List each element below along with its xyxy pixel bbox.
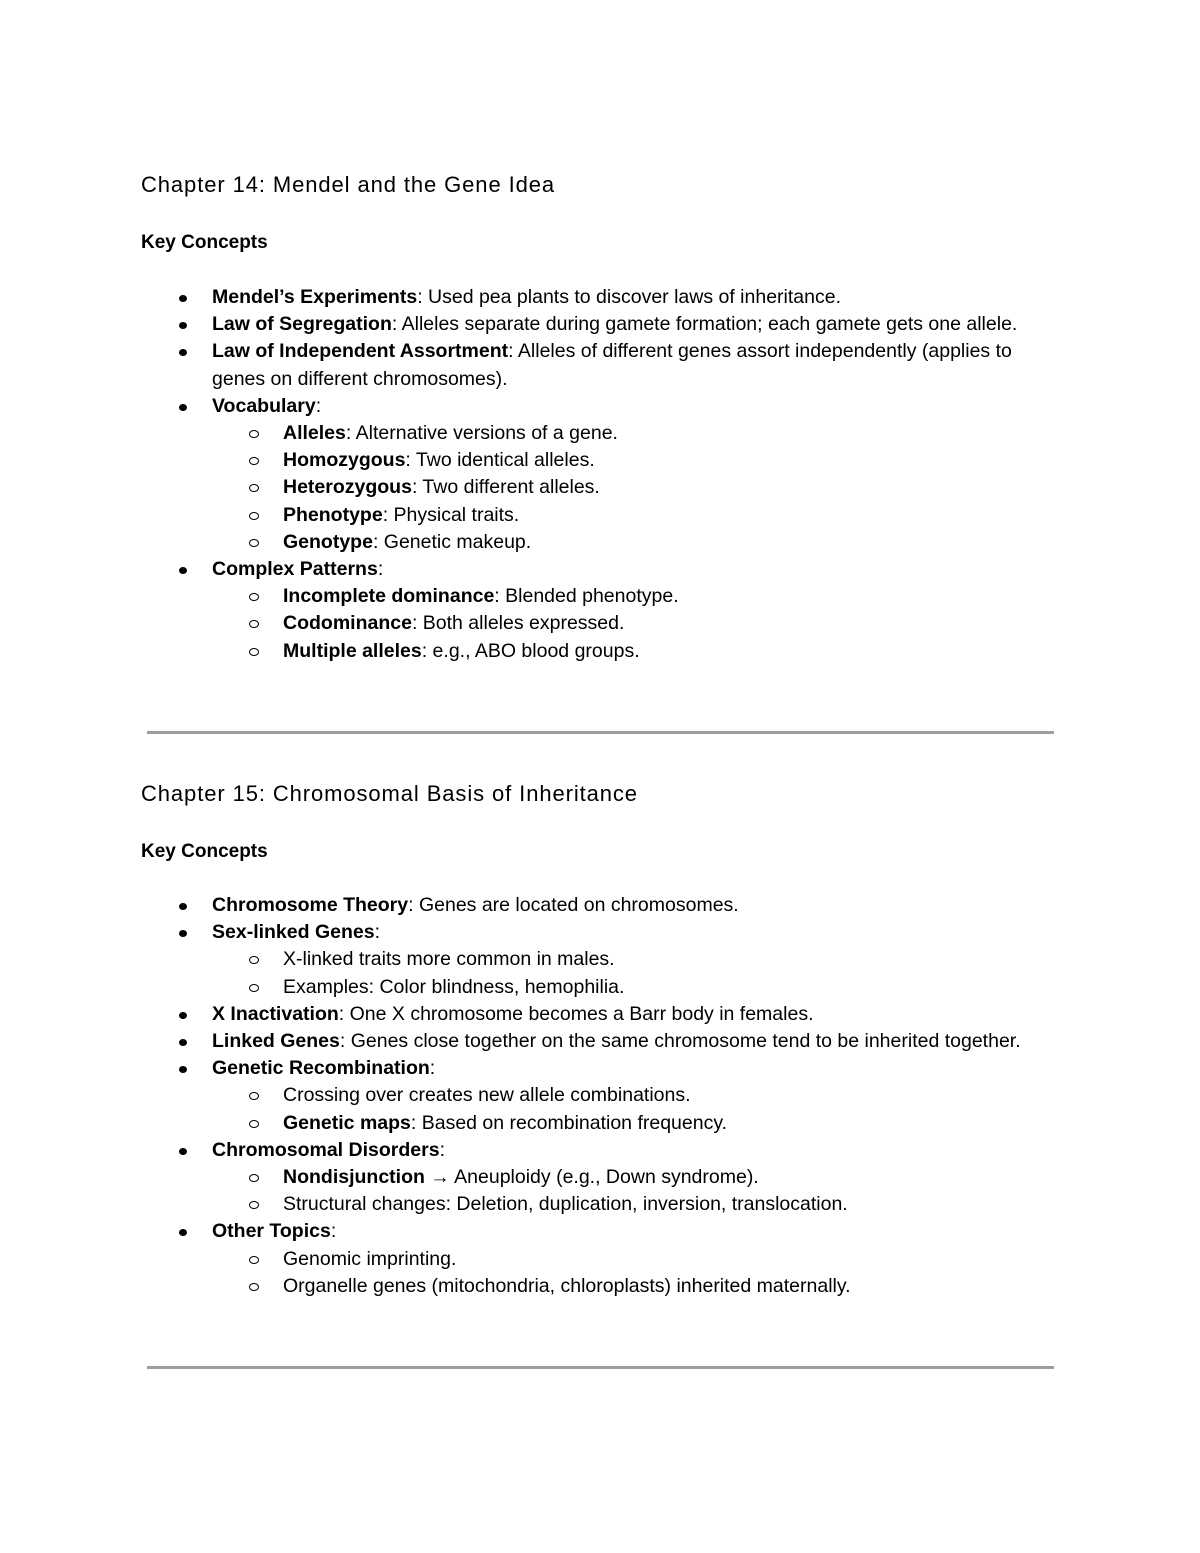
sub-description: : Genetic makeup. bbox=[372, 530, 532, 553]
bullet-icon bbox=[179, 1066, 187, 1073]
sub-list-item bbox=[0, 1246, 1070, 1273]
sub-list-item bbox=[0, 974, 1070, 1001]
concept-description: : bbox=[315, 394, 322, 417]
hollow-bullet-icon bbox=[249, 593, 259, 601]
section-divider bbox=[147, 731, 1054, 734]
concept-term: Chromosome Theory bbox=[212, 894, 409, 916]
sub-list bbox=[212, 946, 1070, 1000]
sub-term: Incomplete dominance bbox=[283, 585, 495, 608]
list-item bbox=[0, 1137, 1080, 1219]
list-item bbox=[0, 1028, 1080, 1055]
sub-description: Organelle genes (mitochondria, chloroplasts) inherited maternally. bbox=[283, 1274, 851, 1297]
sub-description: Genomic imprinting. bbox=[283, 1247, 457, 1270]
concept-term: Mendel’s Experiments bbox=[212, 286, 418, 308]
sub-list-item bbox=[0, 1273, 1070, 1300]
sub-list-item bbox=[0, 946, 1070, 973]
hollow-bullet-icon bbox=[249, 1283, 259, 1291]
sub-list-item bbox=[0, 502, 1070, 529]
sub-term: Genotype bbox=[283, 530, 373, 553]
sub-list bbox=[212, 420, 1070, 556]
sub-list-item bbox=[0, 1110, 1070, 1137]
sub-description: → Aneuploidy (e.g., Down syndrome). bbox=[424, 1166, 759, 1189]
hollow-bullet-icon bbox=[249, 648, 259, 656]
sub-list-item bbox=[0, 1164, 1070, 1191]
sub-description: Structural changes: Deletion, duplication, inversion, translocation. bbox=[283, 1193, 848, 1216]
concept-description: : bbox=[439, 1138, 445, 1161]
bullet-icon bbox=[179, 1148, 187, 1155]
chapter-15-title: Chapter 15: Chromosomal Basis of Inheritance bbox=[141, 781, 638, 806]
sub-list bbox=[212, 583, 1070, 665]
sub-term: Genetic maps bbox=[283, 1111, 411, 1134]
hollow-bullet-icon bbox=[249, 457, 259, 465]
concept-description: : bbox=[429, 1057, 436, 1080]
concept-term: Genetic Recombination bbox=[212, 1057, 430, 1080]
sub-list bbox=[212, 1082, 1070, 1136]
chapter-14-title: Chapter 14: Mendel and the Gene Idea bbox=[141, 172, 556, 197]
sub-description: : Two identical alleles. bbox=[405, 449, 595, 472]
hollow-bullet-icon bbox=[249, 430, 259, 438]
sub-list-item bbox=[0, 610, 1070, 637]
bullet-icon bbox=[179, 567, 187, 574]
sub-description: : Based on recombination frequency. bbox=[410, 1111, 728, 1134]
concept-term: Complex Patterns bbox=[212, 558, 378, 581]
concept-description: : Alleles separate during gamete formation; each gamete gets one allele. bbox=[391, 313, 1018, 336]
sub-term: Nondisjunction bbox=[283, 1166, 425, 1189]
sub-list-item bbox=[0, 420, 1070, 447]
list-item bbox=[0, 1055, 1080, 1137]
concept-term: Law of Independent Assortment bbox=[212, 340, 509, 363]
list-item bbox=[0, 311, 1080, 338]
sub-term: Homozygous bbox=[283, 449, 406, 472]
bullet-icon bbox=[179, 1039, 187, 1046]
sub-list-item bbox=[0, 529, 1070, 556]
chapter-15-key-concepts-heading: Key Concepts bbox=[141, 841, 268, 862]
list-item bbox=[0, 892, 1080, 919]
sub-term: Codominance bbox=[283, 612, 412, 635]
bullet-icon bbox=[179, 349, 187, 356]
concept-description: : bbox=[330, 1220, 337, 1243]
list-item bbox=[0, 919, 1080, 1001]
sub-term: Multiple alleles bbox=[283, 639, 422, 662]
bullet-icon bbox=[179, 903, 187, 910]
sub-description: : Two different alleles. bbox=[411, 476, 600, 499]
list-item bbox=[0, 1218, 1080, 1300]
sub-list-item bbox=[0, 1082, 1070, 1109]
hollow-bullet-icon bbox=[249, 1092, 259, 1100]
hollow-bullet-icon bbox=[249, 620, 259, 628]
sub-term: Heterozygous bbox=[283, 476, 412, 499]
sub-term: Alleles bbox=[283, 422, 346, 445]
concept-description: : Genes close together on the same chromosome tend to be inherited together. bbox=[339, 1030, 1021, 1053]
sub-description: X-linked traits more common in males. bbox=[283, 948, 615, 971]
sub-list-item bbox=[0, 474, 1070, 501]
bullet-icon bbox=[179, 1229, 187, 1236]
hollow-bullet-icon bbox=[249, 956, 259, 964]
hollow-bullet-icon bbox=[249, 1201, 259, 1209]
bullet-icon bbox=[179, 322, 187, 329]
concept-term: X Inactivation bbox=[212, 1002, 339, 1025]
concept-term: Linked Genes bbox=[212, 1030, 340, 1053]
concept-description: : bbox=[374, 921, 380, 944]
sub-term: Phenotype bbox=[283, 503, 383, 526]
sub-description: Examples: Color blindness, hemophilia. bbox=[283, 975, 625, 998]
concept-description: : Used pea plants to discover laws of inheritance. bbox=[417, 286, 841, 308]
list-item bbox=[0, 338, 1080, 392]
hollow-bullet-icon bbox=[249, 1120, 259, 1128]
concept-term: Law of Segregation bbox=[212, 313, 392, 336]
hollow-bullet-icon bbox=[249, 984, 259, 992]
list-item bbox=[0, 556, 1080, 665]
sub-description: Crossing over creates new allele combinations. bbox=[283, 1084, 691, 1107]
concept-term: Sex-linked Genes bbox=[212, 921, 375, 944]
sub-description: : Alternative versions of a gene. bbox=[345, 422, 618, 445]
sub-description: : Both alleles expressed. bbox=[411, 612, 625, 635]
hollow-bullet-icon bbox=[249, 1174, 259, 1182]
concept-term: Other Topics bbox=[212, 1220, 331, 1243]
concept-description: : Genes are located on chromosomes. bbox=[408, 894, 739, 916]
bullet-icon bbox=[179, 1012, 187, 1019]
bullet-icon bbox=[179, 930, 187, 937]
list-item bbox=[0, 284, 1080, 311]
hollow-bullet-icon bbox=[249, 1256, 259, 1264]
sub-list-item bbox=[0, 1191, 1070, 1218]
chapter-14-concept-list bbox=[0, 284, 1080, 665]
chapter-15-concept-list bbox=[0, 892, 1080, 1300]
sub-list-item bbox=[0, 583, 1070, 610]
sub-description: : Blended phenotype. bbox=[494, 585, 679, 608]
concept-description: : One X chromosome becomes a Barr body in females. bbox=[338, 1002, 814, 1025]
concept-term: Vocabulary bbox=[212, 394, 316, 417]
list-item bbox=[0, 1001, 1080, 1028]
bullet-icon bbox=[179, 404, 187, 411]
hollow-bullet-icon bbox=[249, 539, 259, 547]
section-divider bbox=[147, 1366, 1054, 1369]
hollow-bullet-icon bbox=[249, 484, 259, 492]
concept-description: : bbox=[377, 558, 384, 581]
sub-description: : Physical traits. bbox=[382, 503, 520, 526]
hollow-bullet-icon bbox=[249, 512, 259, 520]
sub-list-item bbox=[0, 638, 1070, 665]
concept-description: : Alleles of different genes assort independently (applies to genes on different chromosomes). bbox=[212, 340, 1012, 390]
list-item bbox=[0, 393, 1080, 556]
concept-term: Chromosomal Disorders bbox=[212, 1138, 440, 1161]
sub-list-item bbox=[0, 447, 1070, 474]
sub-list bbox=[212, 1164, 1070, 1218]
chapter-14-key-concepts-heading: Key Concepts bbox=[141, 232, 268, 253]
sub-list bbox=[212, 1246, 1070, 1300]
sub-description: : e.g., ABO blood groups. bbox=[421, 639, 640, 662]
bullet-icon bbox=[179, 295, 187, 302]
